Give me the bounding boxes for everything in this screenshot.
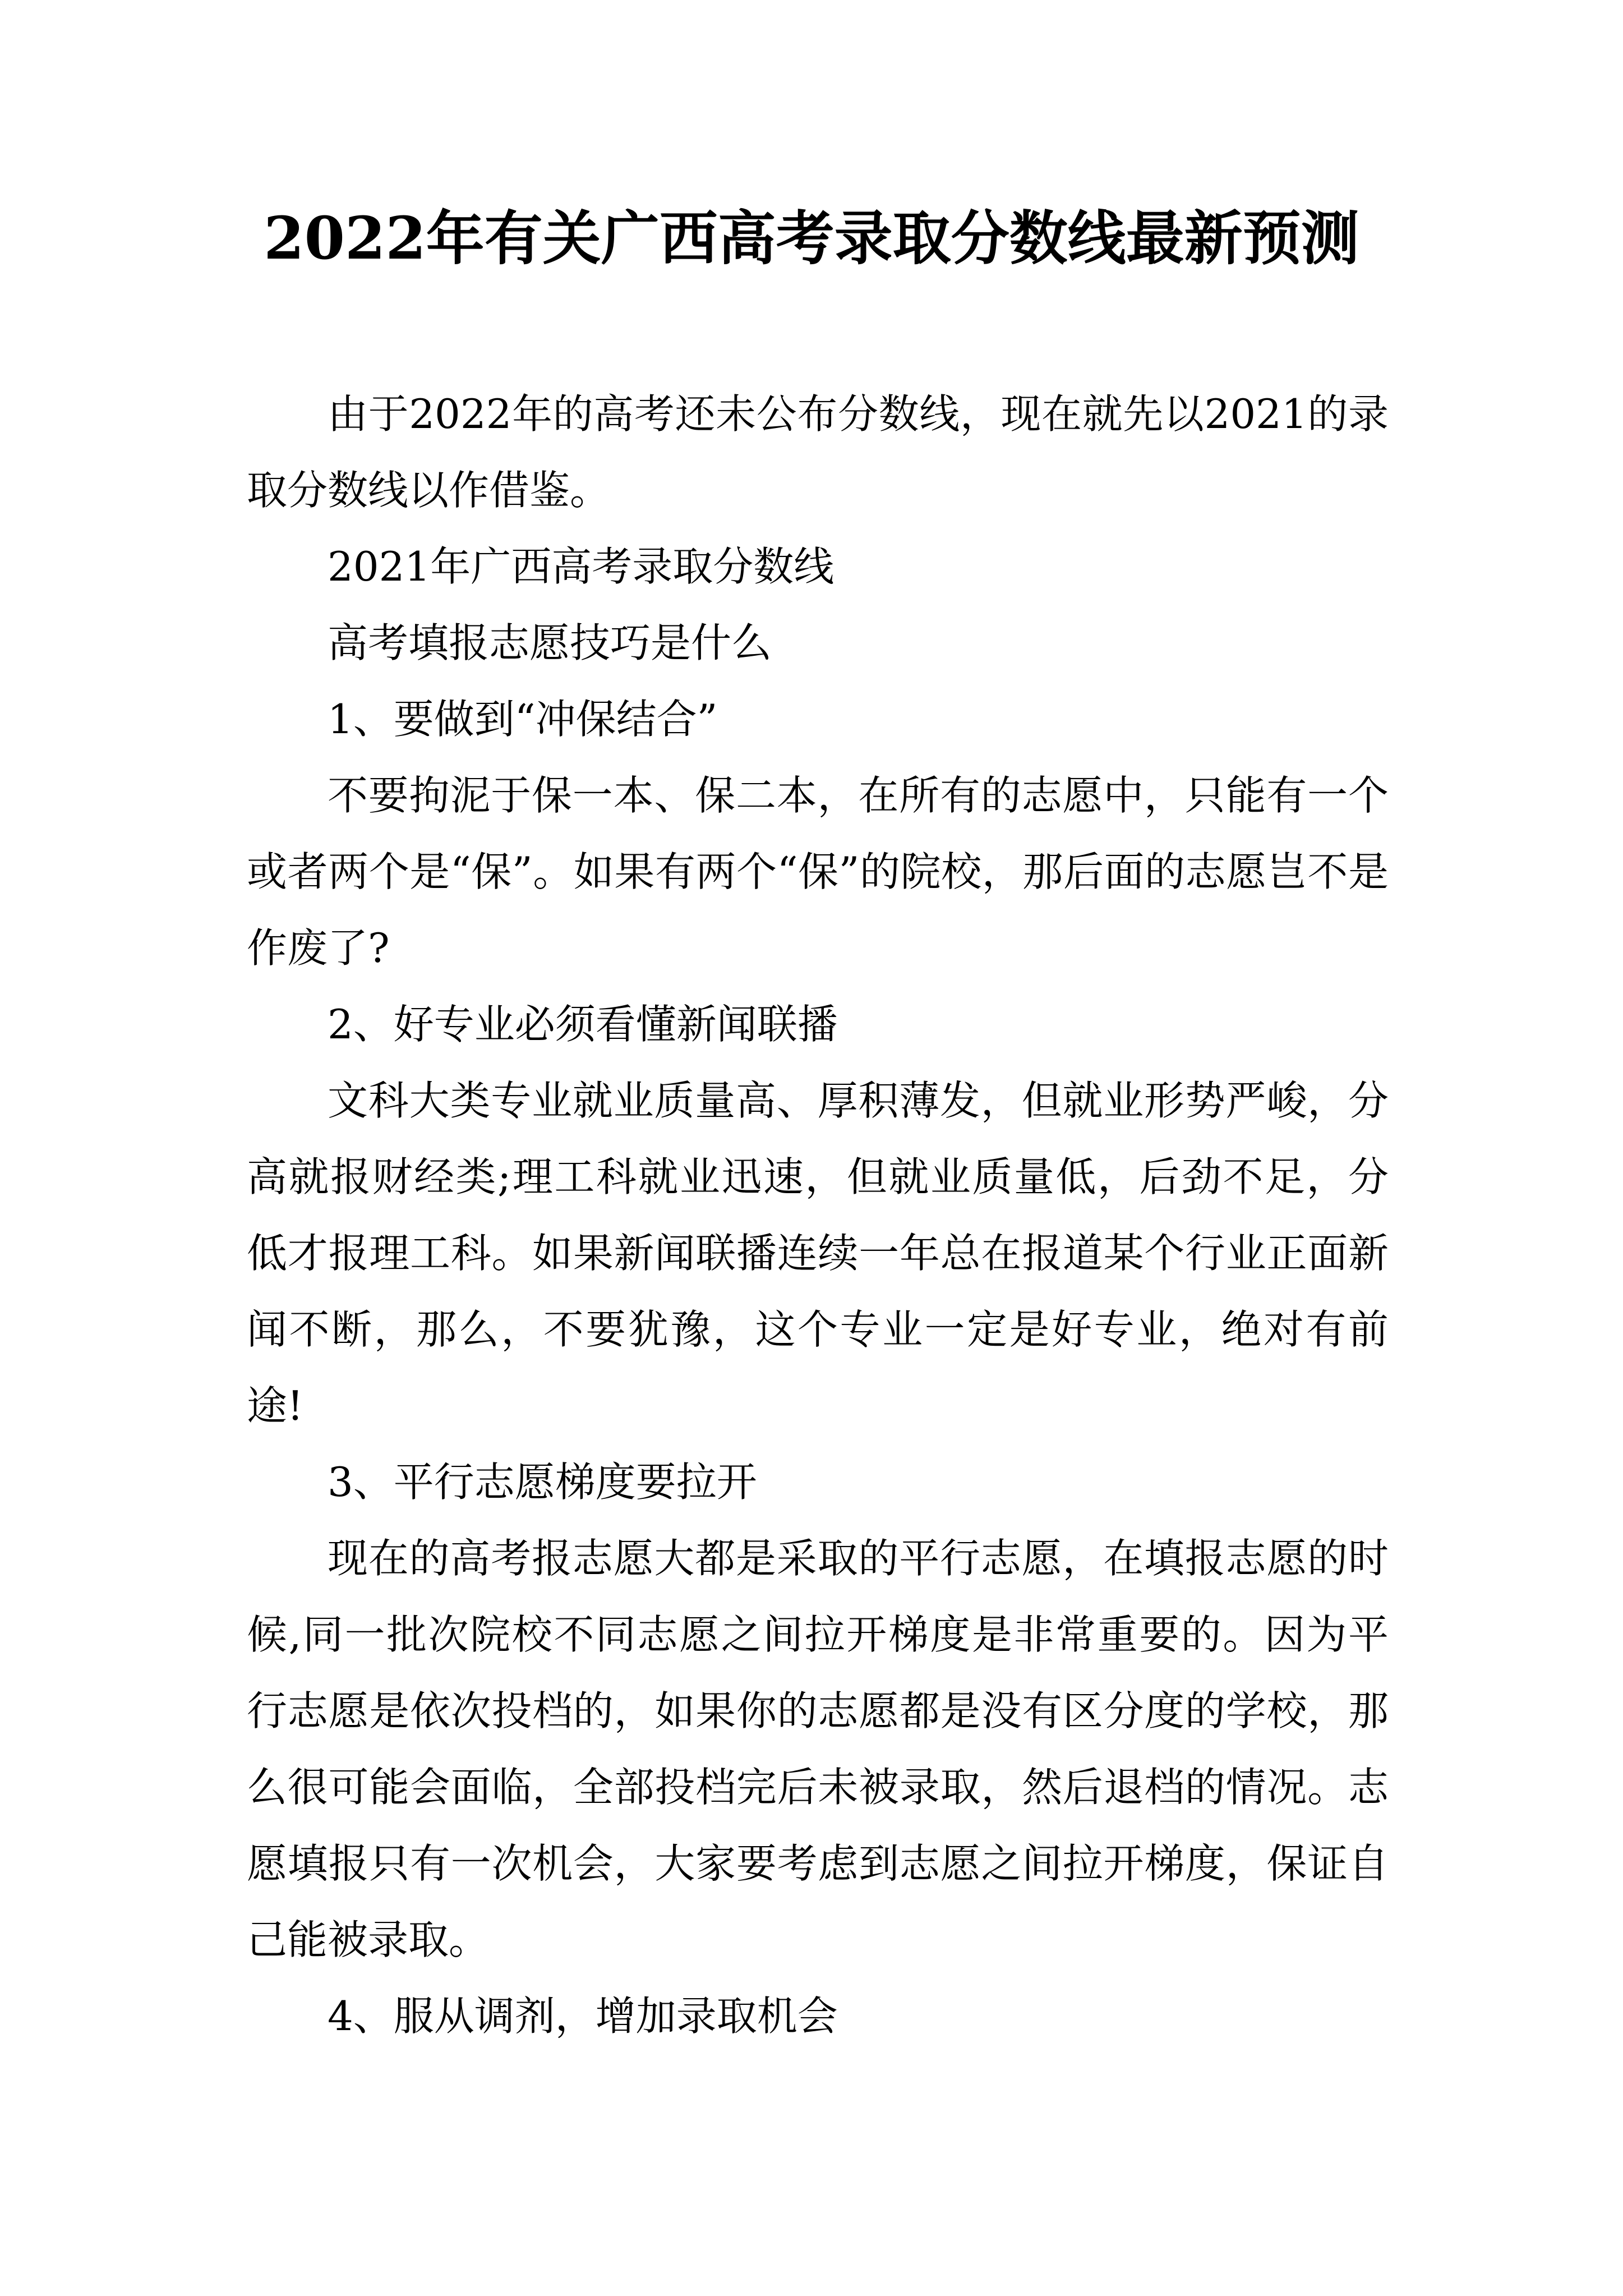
paragraph-heading-tips: 高考填报志愿技巧是什么: [328, 619, 772, 666]
paragraph-tip-3-heading: 3、平行志愿梯度要拉开: [328, 1458, 757, 1506]
paragraph-tip-1-heading: 1、要做到“冲保结合”: [328, 696, 718, 743]
paragraph-tip-2-heading: 2、好专业必须看懂新闻联播: [328, 1001, 838, 1048]
paragraph-tip-4-heading: 4、服从调剂，增加录取机会: [328, 1993, 838, 2040]
paragraph-tip-1-body: 不要拘泥于保一本、保二本，在所有的志愿中，只能有一个或者两个是“保”。如果有两个“保”的院校，那后面的志愿岂不是作废了?: [247, 772, 1389, 972]
paragraph-tip-3-body: 现在的高考报志愿大都是采取的平行志愿，在填报志愿的时候,同一批次院校不同志愿之间拉开梯度是非常重要的。因为平行志愿是依次投档的，如果你的志愿都是没有区分度的学校，那么很可能会面临，全部投档完后未被录取，然后退档的情况。志愿填报只有一次机会，大家要考虑到志愿之间拉开梯度，保证自己能被录取。: [247, 1535, 1389, 1963]
paragraph-heading-2021-scores: 2021年广西高考录取分数线: [328, 543, 834, 590]
document-title: 2022年有关广西高考录取分数线最新预测: [264, 204, 1359, 273]
paragraph-intro: 由于2022年的高考还未公布分数线，现在就先以2021的录取分数线以作借鉴。: [247, 390, 1389, 514]
paragraph-tip-2-body: 文科大类专业就业质量高、厚积薄发，但就业形势严峻，分高就报财经类;理工科就业迅速，但就业质量低，后劲不足，分低才报理工科。如果新闻联播连续一年总在报道某个行业正面新闻不断，那么，不要犹豫，这个专业一定是好专业，绝对有前途!: [247, 1077, 1389, 1429]
document-body: [247, 376, 1389, 2054]
